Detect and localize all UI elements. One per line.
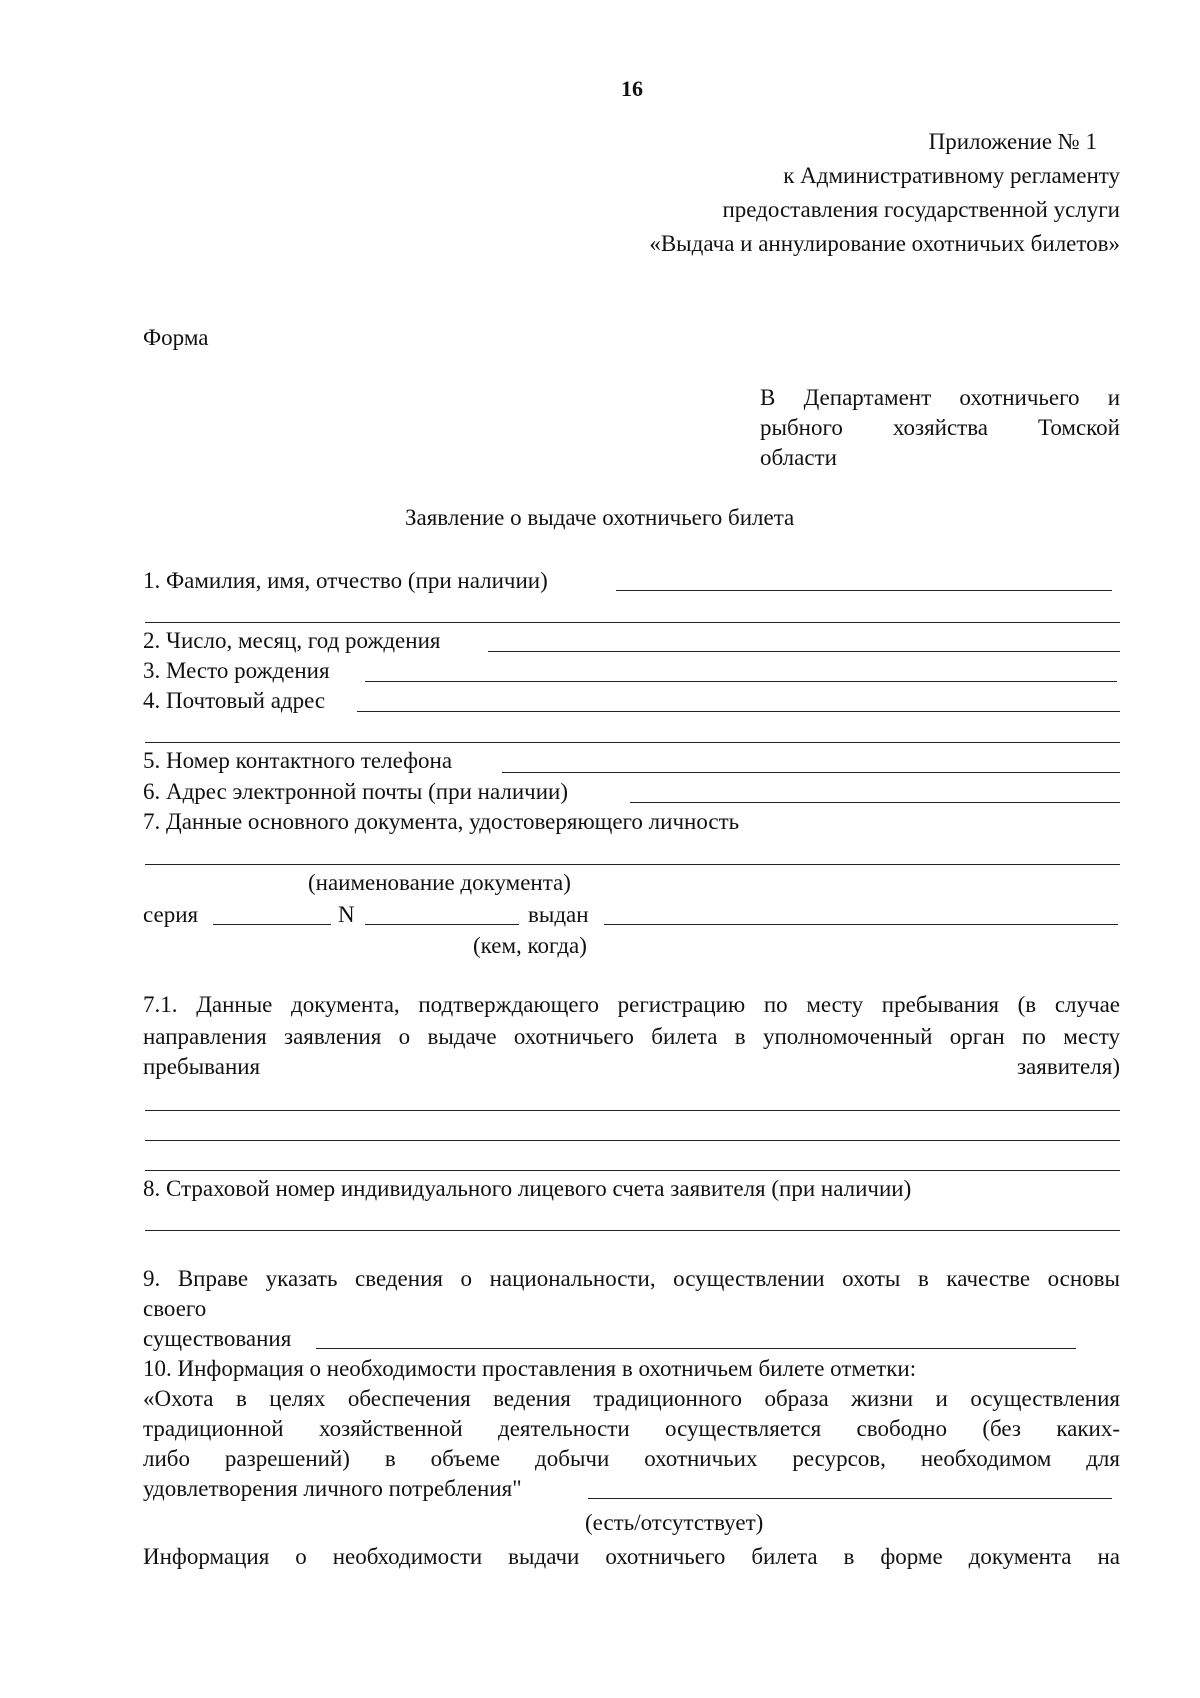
field-label-identity-document: 7. Данные основного документа, удостоверяющего личность <box>143 809 740 834</box>
field-label-postal-address: 4. Почтовый адрес <box>143 688 326 713</box>
field-label-snils: 8. Страховой номер индивидуального лицевого счета заявителя (при наличии) <box>143 1176 912 1201</box>
addressee-line: рыбного хозяйства Томской <box>760 415 1120 440</box>
series-line[interactable] <box>213 924 331 925</box>
label-issued: выдан <box>528 902 589 927</box>
paragraph-10-heading: 10. Информация о необходимости проставления в охотничьем билете отметки: <box>143 1356 917 1381</box>
paragraph-7-1-line: направления заявления о выдаче охотничьего билета в уполномоченный орган по месту <box>143 1024 1120 1049</box>
registration-line-1[interactable] <box>145 1110 1120 1111</box>
subsistence-line[interactable] <box>316 1348 1076 1349</box>
phone-line[interactable] <box>502 772 1120 773</box>
full-name-line[interactable] <box>616 590 1112 591</box>
caption-issued-by-when: (кем, когда) <box>473 933 587 958</box>
closing-paragraph-line: Информация о необходимости выдачи охотничьего билета в форме документа на <box>143 1544 1120 1569</box>
number-line[interactable] <box>365 924 519 925</box>
page-number: 16 <box>621 76 643 101</box>
appendix-title: Приложение № 1 <box>928 129 1097 154</box>
caption-document-name: (наименование документа) <box>308 870 571 895</box>
paragraph-9-line: 9. Вправе указать сведения о национальности, осуществлении охоты в качестве основы <box>143 1266 1120 1291</box>
snils-line[interactable] <box>145 1230 1120 1231</box>
paragraph-7-1-line: 7.1. Данные документа, подтверждающего регистрацию по месту пребывания (в случае <box>143 992 1120 1017</box>
paragraph-10-line: «Охота в целях обеспечения ведения традиционного образа жизни и осуществления <box>143 1386 1120 1411</box>
postal-address-line-2[interactable] <box>145 742 1120 743</box>
appendix-subtitle-line: «Выдача и аннулирование охотничьих билетов» <box>649 231 1120 256</box>
caption-present-absent: (есть/отсутствует) <box>585 1510 764 1535</box>
field-label-birth-place: 3. Место рождения <box>143 658 330 683</box>
issued-line[interactable] <box>604 924 1118 925</box>
form-label: Форма <box>143 325 209 350</box>
paragraph-10-line: удовлетворения личного потребления" <box>143 1476 522 1501</box>
paragraph-10-line: традиционной хозяйственной деятельности осуществляется свободно (без каких- <box>143 1416 1120 1441</box>
full-name-line-2[interactable] <box>145 622 1120 623</box>
field-label-phone: 5. Номер контактного телефона <box>143 748 453 773</box>
paragraph-9-line: существования <box>143 1326 292 1351</box>
label-number: N <box>338 902 355 927</box>
appendix-subtitle-line: предоставления государственной услуги <box>722 197 1120 222</box>
registration-line-2[interactable] <box>145 1140 1120 1141</box>
email-line[interactable] <box>630 802 1120 803</box>
birth-date-line[interactable] <box>488 651 1120 652</box>
addressee-line: области <box>760 445 837 470</box>
paragraph-9-line: своего <box>143 1296 207 1321</box>
postal-address-line[interactable] <box>357 711 1120 712</box>
traditional-hunting-line[interactable] <box>588 1498 1112 1499</box>
field-label-email: 6. Адрес электронной почты (при наличии) <box>143 779 568 804</box>
paragraph-10-line: либо разрешений) в объеме добычи охотничьих ресурсов, необходимом для <box>143 1446 1120 1471</box>
field-label-full-name: 1. Фамилия, имя, отчество (при наличии) <box>143 568 548 593</box>
appendix-subtitle-line: к Административному регламенту <box>783 163 1120 188</box>
document-title: Заявление о выдаче охотничьего билета <box>405 505 795 530</box>
document-name-line[interactable] <box>145 864 1120 865</box>
registration-line-3[interactable] <box>145 1170 1120 1171</box>
label-series: серия <box>143 902 199 927</box>
addressee-line: В Департамент охотничьего и <box>760 385 1120 410</box>
paragraph-7-1-line: пребывания <box>143 1054 261 1079</box>
paragraph-7-1-line: заявителя) <box>1016 1054 1120 1079</box>
birth-place-line[interactable] <box>365 681 1117 682</box>
field-label-birth-date: 2. Число, месяц, год рождения <box>143 628 441 653</box>
